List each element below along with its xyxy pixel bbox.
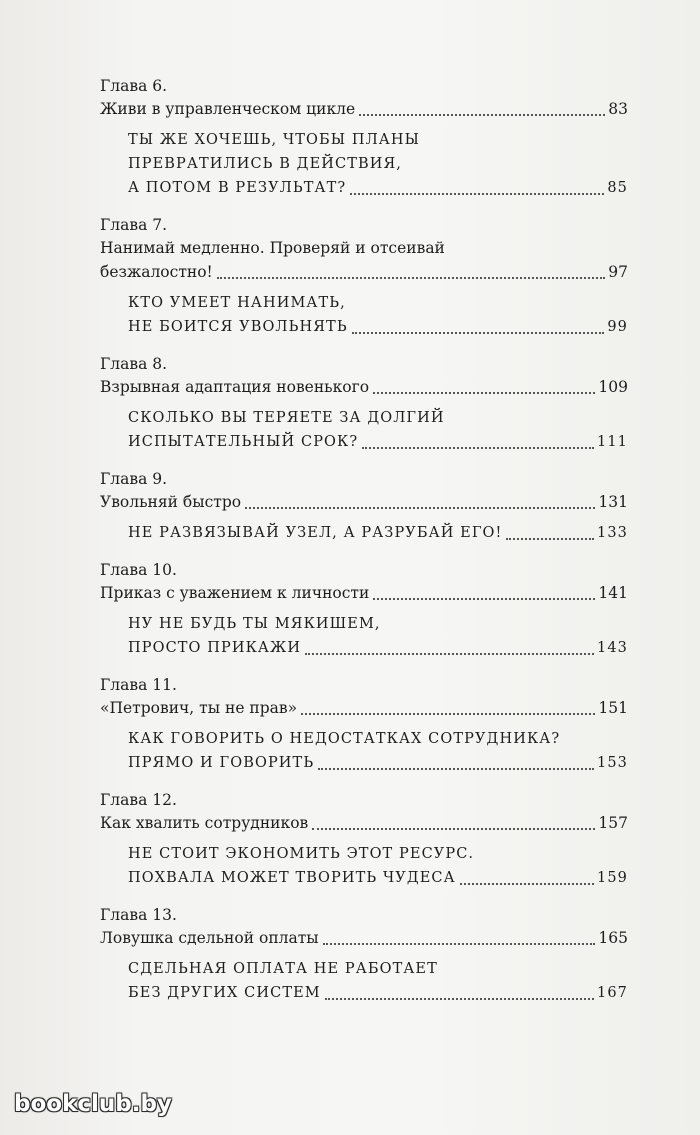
chapter-title-row — [100, 260, 628, 284]
dot-leader — [301, 713, 595, 715]
chapter-number: Глава 11. — [100, 676, 177, 694]
chapter-entry — [100, 905, 628, 1005]
chapter-title-row-text: Увольняй быстро — [100, 493, 242, 511]
section-entry — [128, 406, 628, 454]
section-title-line: СДЕЛЬНАЯ ОПЛАТА НЕ РАБОТАЕТ — [128, 961, 438, 977]
chapter-title — [100, 581, 628, 605]
section-title-row-page-number: 133 — [597, 525, 628, 541]
section-entry — [128, 128, 628, 200]
chapter-title-row-page-number: 131 — [598, 493, 628, 511]
section-title-line: КТО УМЕЕТ НАНИМАТЬ, — [128, 295, 346, 311]
chapter-title — [100, 926, 628, 950]
chapter-title — [100, 696, 628, 720]
chapter-title-row-text: Ловушка сдельной оплаты — [100, 929, 319, 947]
dot-leader — [506, 538, 594, 540]
dot-leader — [350, 193, 604, 195]
bookclub-watermark-logo: bookclub.by — [14, 1091, 172, 1117]
dot-leader — [352, 332, 605, 334]
chapter-title-row-page-number: 83 — [608, 100, 628, 118]
section-title-line: НЕ СТОИТ ЭКОНОМИТЬ ЭТОТ РЕСУРС. — [128, 846, 475, 862]
chapter-title-row — [100, 811, 628, 835]
dot-leader — [245, 507, 595, 509]
chapter-number: Глава 13. — [100, 906, 177, 924]
chapter-number: Глава 10. — [100, 561, 177, 579]
table-of-contents — [100, 76, 628, 1020]
section-title-row-page-number: 85 — [607, 180, 628, 196]
section-title-row-page-number: 167 — [597, 985, 628, 1001]
section-title-row-text: ПОХВАЛА МОЖЕТ ТВОРИТЬ ЧУДЕСА — [128, 870, 456, 886]
chapter-title — [100, 811, 628, 835]
chapter-entry — [100, 560, 628, 660]
chapter-title — [100, 97, 628, 121]
chapter-title-row-page-number: 157 — [598, 814, 628, 832]
chapter-title-row-page-number: 151 — [598, 699, 628, 717]
chapter-entry — [100, 215, 628, 339]
section-title-row-text: А ПОТОМ В РЕЗУЛЬТАТ? — [128, 180, 347, 196]
chapter-title — [100, 490, 628, 514]
chapter-entry — [100, 76, 628, 200]
chapter-title-row-text: Живи в управленческом цикле — [100, 100, 356, 118]
chapter-title-line: Нанимай медленно. Проверяй и отсеивай — [100, 239, 445, 257]
chapter-entry — [100, 675, 628, 775]
section-title-row — [128, 636, 628, 660]
section-title-row — [128, 866, 628, 890]
section-entry — [128, 842, 628, 890]
section-title-row-page-number: 111 — [597, 434, 628, 450]
chapter-number: Глава 6. — [100, 77, 168, 95]
chapter-title-row — [100, 375, 628, 399]
dot-leader — [217, 277, 605, 279]
section-entry — [128, 612, 628, 660]
section-entry — [128, 957, 628, 1005]
section-title-row — [128, 981, 628, 1005]
section-title-line: ТЫ ЖЕ ХОЧЕШЬ, ЧТОБЫ ПЛАНЫ — [128, 132, 421, 148]
chapter-number: Глава 9. — [100, 470, 168, 488]
chapter-title-row — [100, 97, 628, 121]
chapter-title-row — [100, 490, 628, 514]
chapter-number: Глава 8. — [100, 355, 168, 373]
chapter-title — [100, 375, 628, 399]
dot-leader — [312, 828, 595, 830]
chapter-title-row-text: Как хвалить сотрудников — [100, 814, 309, 832]
section-title-line: ПРЕВРАТИЛИСЬ В ДЕЙСТВИЯ, — [128, 156, 402, 172]
chapter-title-row-text: Взрывная адаптация новенького — [100, 378, 370, 396]
chapter-number: Глава 12. — [100, 791, 177, 809]
section-title-row-text: БЕЗ ДРУГИХ СИСТЕМ — [128, 985, 321, 1001]
section-title-line: КАК ГОВОРИТЬ О НЕДОСТАТКАХ СОТРУДНИКА? — [128, 731, 561, 747]
dot-leader — [318, 768, 594, 770]
chapter-entry — [100, 469, 628, 545]
chapter-title-row-page-number: 97 — [608, 263, 628, 281]
dot-leader — [373, 598, 595, 600]
section-title-row — [128, 176, 628, 200]
section-title-row-page-number: 99 — [607, 319, 628, 335]
section-title-row-text: ПРОСТО ПРИКАЖИ — [128, 640, 302, 656]
chapter-title-row — [100, 696, 628, 720]
dot-leader — [325, 998, 594, 1000]
section-title-row-page-number: 153 — [597, 755, 628, 771]
dot-leader — [359, 114, 605, 116]
section-title-row-page-number: 159 — [597, 870, 628, 886]
chapter-entry — [100, 790, 628, 890]
dot-leader — [460, 883, 594, 885]
section-title-row-text: ИСПЫТАТЕЛЬНЫЙ СРОК? — [128, 434, 359, 450]
dot-leader — [323, 943, 596, 945]
chapter-entry — [100, 354, 628, 454]
section-title-row — [128, 430, 628, 454]
section-title-row — [128, 751, 628, 775]
chapter-title-row-text: «Петрович, ты не прав» — [100, 699, 298, 717]
chapter-title-row-page-number: 141 — [598, 584, 628, 602]
section-title-line: НУ НЕ БУДЬ ТЫ МЯКИШЕМ, — [128, 616, 381, 632]
chapter-title — [100, 236, 628, 284]
section-entry — [128, 291, 628, 339]
chapter-title-row-page-number: 165 — [598, 929, 628, 947]
section-entry — [128, 727, 628, 775]
section-entry — [128, 521, 628, 545]
dot-leader — [362, 447, 594, 449]
chapter-title-row-page-number: 109 — [598, 378, 628, 396]
chapter-title-row — [100, 926, 628, 950]
chapter-title-row-text: Приказ с уважением к личности — [100, 584, 370, 602]
section-title-row-text: НЕ БОИТСЯ УВОЛЬНЯТЬ — [128, 319, 348, 335]
dot-leader — [305, 653, 594, 655]
section-title-row-text: ПРЯМО И ГОВОРИТЬ — [128, 755, 315, 771]
chapter-title-row-text: безжалостно! — [100, 263, 213, 281]
dot-leader — [373, 392, 595, 394]
section-title-row-text: НЕ РАЗВЯЗЫВАЙ УЗЕЛ, А РАЗРУБАЙ ЕГО! — [128, 525, 503, 541]
section-title-row-page-number: 143 — [597, 640, 628, 656]
chapter-title-row — [100, 581, 628, 605]
section-title-line: СКОЛЬКО ВЫ ТЕРЯЕТЕ ЗА ДОЛГИЙ — [128, 410, 445, 426]
section-title-row — [128, 315, 628, 339]
section-title-row — [128, 521, 628, 545]
chapter-number: Глава 7. — [100, 216, 168, 234]
